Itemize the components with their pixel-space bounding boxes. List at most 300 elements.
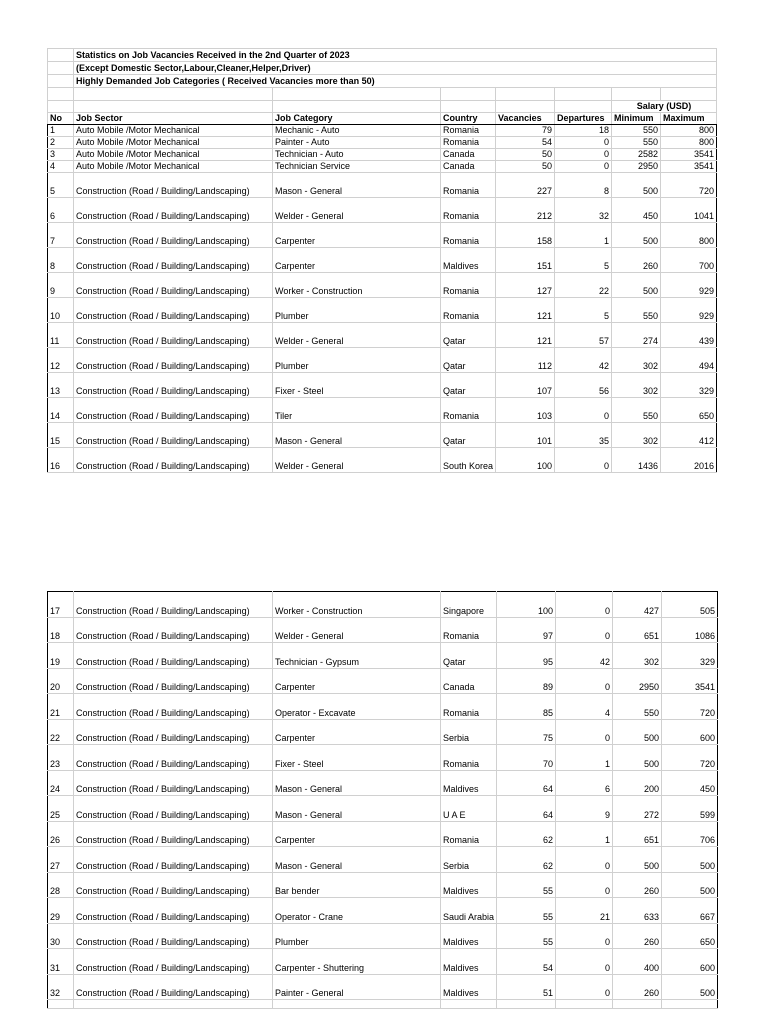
row-departures: 1 (555, 223, 612, 248)
row-salary-max: 929 (661, 273, 717, 298)
row-no: 13 (48, 373, 74, 398)
row-salary-min: 302 (612, 423, 661, 448)
row-job-category: Operator - Crane (273, 898, 441, 924)
row-salary-min: 200 (613, 770, 662, 796)
row-country: Maldives (441, 923, 497, 949)
row-job-sector: Construction (Road / Building/Landscaping) (74, 223, 273, 248)
row-country: Romania (441, 617, 497, 643)
row-salary-max: 720 (662, 694, 718, 720)
row-country: Maldives (441, 872, 497, 898)
table-row (48, 847, 718, 873)
row-departures: 0 (556, 617, 613, 643)
row-country: Saudi Arabia (441, 898, 497, 924)
row-country: Qatar (441, 348, 496, 373)
row-job-category: Carpenter (273, 668, 441, 694)
row-job-sector: Auto Mobile /Motor Mechanical (74, 125, 273, 137)
row-job-category: Fixer - Steel (273, 745, 441, 771)
row-job-category: Technician - Auto (273, 149, 441, 161)
row-vacancies: 79 (496, 125, 555, 137)
row-vacancies: 55 (497, 898, 556, 924)
row-departures: 21 (556, 898, 613, 924)
row-salary-max: 2016 (661, 448, 717, 473)
row-vacancies: 107 (496, 373, 555, 398)
row-salary-min: 500 (612, 223, 661, 248)
row-no: 3 (48, 149, 74, 161)
row-salary-max: 1086 (662, 617, 718, 643)
row-job-category: Plumber (273, 298, 441, 323)
row-vacancies: 121 (496, 298, 555, 323)
row-vacancies: 75 (497, 719, 556, 745)
row-departures: 4 (556, 694, 613, 720)
row-job-category: Mason - General (273, 847, 441, 873)
row-departures: 35 (555, 423, 612, 448)
row-job-sector: Construction (Road / Building/Landscaping) (74, 617, 273, 643)
row-no: 21 (48, 694, 74, 720)
row-salary-max: 599 (662, 796, 718, 822)
table-row (48, 298, 717, 323)
row-departures: 5 (555, 248, 612, 273)
table-row (48, 173, 717, 198)
row-job-category: Operator - Excavate (273, 694, 441, 720)
row-departures: 18 (555, 125, 612, 137)
row-job-sector: Construction (Road / Building/Landscaping) (74, 248, 273, 273)
row-country: Romania (441, 694, 497, 720)
row-salary-min: 550 (612, 125, 661, 137)
table-row (48, 149, 717, 161)
row-country: Maldives (441, 248, 496, 273)
row-departures: 0 (555, 137, 612, 149)
row-country: Canada (441, 668, 497, 694)
table-row (48, 161, 717, 173)
table-row (48, 273, 717, 298)
table-row (48, 373, 717, 398)
row-no: 19 (48, 643, 74, 669)
row-job-category: Welder - General (273, 448, 441, 473)
row-vacancies: 64 (497, 796, 556, 822)
row-job-category: Technician Service (273, 161, 441, 173)
row-job-sector: Construction (Road / Building/Landscaping) (74, 373, 273, 398)
table-row (48, 821, 718, 847)
row-job-category: Carpenter (273, 719, 441, 745)
row-country: Canada (441, 149, 496, 161)
row-country: Maldives (441, 770, 497, 796)
row-salary-min: 274 (612, 323, 661, 348)
row-no: 14 (48, 398, 74, 423)
row-job-category: Technician - Gypsum (273, 643, 441, 669)
row-no: 26 (48, 821, 74, 847)
row-country: Qatar (441, 643, 497, 669)
row-country: Singapore (441, 592, 497, 618)
col-job-category: Job Category (273, 113, 441, 125)
row-vacancies: 101 (496, 423, 555, 448)
row-departures: 1 (556, 745, 613, 771)
row-no: 11 (48, 323, 74, 348)
row-departures: 0 (556, 872, 613, 898)
row-vacancies: 103 (496, 398, 555, 423)
row-country: Romania (441, 398, 496, 423)
row-country: Maldives (441, 949, 497, 975)
row-departures: 42 (555, 348, 612, 373)
row-job-category: Worker - Construction (273, 592, 441, 618)
row-salary-max: 650 (661, 398, 717, 423)
row-departures: 57 (555, 323, 612, 348)
row-no: 32 (48, 974, 74, 1000)
row-vacancies: 54 (497, 949, 556, 975)
report-title: Statistics on Job Vacancies Received in the 2nd Quarter of 2023 (74, 49, 717, 62)
row-departures: 5 (555, 298, 612, 323)
row-no: 31 (48, 949, 74, 975)
row-salary-max: 329 (661, 373, 717, 398)
row-salary-max: 500 (662, 847, 718, 873)
row-no: 17 (48, 592, 74, 618)
row-vacancies: 158 (496, 223, 555, 248)
col-departures: Departures (555, 113, 612, 125)
row-salary-min: 633 (613, 898, 662, 924)
row-job-sector: Construction (Road / Building/Landscaping) (74, 592, 273, 618)
row-no: 1 (48, 125, 74, 137)
row-no: 16 (48, 448, 74, 473)
row-salary-max: 600 (662, 949, 718, 975)
row-job-sector: Construction (Road / Building/Landscaping) (74, 821, 273, 847)
row-job-category: Fixer - Steel (273, 373, 441, 398)
row-no: 4 (48, 161, 74, 173)
row-country: Romania (441, 298, 496, 323)
row-no: 15 (48, 423, 74, 448)
row-job-sector: Construction (Road / Building/Landscaping) (74, 898, 273, 924)
row-salary-min: 500 (612, 173, 661, 198)
row-salary-max: 494 (661, 348, 717, 373)
row-salary-max: 1041 (661, 198, 717, 223)
table-row (48, 770, 718, 796)
row-no: 8 (48, 248, 74, 273)
row-job-category: Mason - General (273, 173, 441, 198)
row-no: 30 (48, 923, 74, 949)
row-salary-min: 651 (613, 617, 662, 643)
row-country: Qatar (441, 373, 496, 398)
row-job-category: Welder - General (273, 198, 441, 223)
table-row (48, 248, 717, 273)
vacancy-table-page2 (47, 591, 718, 1009)
row-job-sector: Construction (Road / Building/Landscaping) (74, 173, 273, 198)
row-no: 23 (48, 745, 74, 771)
row-vacancies: 55 (497, 872, 556, 898)
row-job-sector: Construction (Road / Building/Landscaping) (74, 323, 273, 348)
table-row (48, 719, 718, 745)
row-job-sector: Construction (Road / Building/Landscaping) (74, 923, 273, 949)
row-job-sector: Construction (Road / Building/Landscaping) (74, 398, 273, 423)
row-job-category: Welder - General (273, 323, 441, 348)
row-salary-min: 550 (612, 298, 661, 323)
col-minimum: Minimum (612, 113, 661, 125)
table-row (48, 348, 717, 373)
row-job-category: Tiler (273, 398, 441, 423)
row-vacancies: 89 (497, 668, 556, 694)
row-salary-max: 600 (662, 719, 718, 745)
row-country: Romania (441, 173, 496, 198)
row-job-category: Carpenter (273, 248, 441, 273)
row-departures: 1 (556, 821, 613, 847)
row-job-sector: Construction (Road / Building/Landscaping) (74, 872, 273, 898)
table-row (48, 694, 718, 720)
row-country: Serbia (441, 847, 497, 873)
row-salary-min: 302 (612, 373, 661, 398)
table-row (48, 872, 718, 898)
row-job-category: Carpenter (273, 821, 441, 847)
row-salary-min: 260 (613, 974, 662, 1000)
row-departures: 8 (555, 173, 612, 198)
table-row (48, 974, 718, 1000)
table-row (48, 223, 717, 248)
row-vacancies: 85 (497, 694, 556, 720)
table-row (48, 323, 717, 348)
row-country: Maldives (441, 974, 497, 1000)
row-departures: 0 (556, 719, 613, 745)
row-salary-max: 329 (662, 643, 718, 669)
row-salary-max: 700 (661, 248, 717, 273)
row-vacancies: 50 (496, 149, 555, 161)
row-salary-min: 272 (613, 796, 662, 822)
row-job-sector: Construction (Road / Building/Landscaping) (74, 298, 273, 323)
row-country: South Korea (441, 448, 496, 473)
row-vacancies: 97 (497, 617, 556, 643)
row-vacancies: 112 (496, 348, 555, 373)
row-country: Romania (441, 125, 496, 137)
row-no: 20 (48, 668, 74, 694)
row-job-sector: Construction (Road / Building/Landscaping) (74, 448, 273, 473)
row-salary-min: 1436 (612, 448, 661, 473)
row-salary-max: 720 (662, 745, 718, 771)
row-salary-max: 800 (661, 223, 717, 248)
row-job-sector: Auto Mobile /Motor Mechanical (74, 161, 273, 173)
row-country: Qatar (441, 423, 496, 448)
row-departures: 56 (555, 373, 612, 398)
row-job-sector: Auto Mobile /Motor Mechanical (74, 149, 273, 161)
report-criteria: Highly Demanded Job Categories ( Received Vacancies more than 50) (74, 75, 717, 88)
row-vacancies: 100 (496, 448, 555, 473)
row-salary-max: 650 (662, 923, 718, 949)
row-departures: 6 (556, 770, 613, 796)
row-no: 22 (48, 719, 74, 745)
row-salary-min: 2950 (613, 668, 662, 694)
row-departures: 32 (555, 198, 612, 223)
col-country: Country (441, 113, 496, 125)
row-departures: 0 (556, 592, 613, 618)
row-job-sector: Construction (Road / Building/Landscaping) (74, 770, 273, 796)
row-no: 10 (48, 298, 74, 323)
row-vacancies: 151 (496, 248, 555, 273)
row-no: 12 (48, 348, 74, 373)
report-subtitle: (Except Domestic Sector,Labour,Cleaner,Helper,Driver) (74, 62, 717, 75)
row-departures: 0 (555, 448, 612, 473)
row-vacancies: 212 (496, 198, 555, 223)
row-vacancies: 70 (497, 745, 556, 771)
row-salary-max: 3541 (662, 668, 718, 694)
row-vacancies: 62 (497, 847, 556, 873)
row-vacancies: 227 (496, 173, 555, 198)
table-row (48, 592, 718, 618)
row-vacancies: 64 (497, 770, 556, 796)
row-salary-max: 3541 (661, 149, 717, 161)
row-salary-min: 2950 (612, 161, 661, 173)
row-salary-min: 260 (613, 923, 662, 949)
row-vacancies: 121 (496, 323, 555, 348)
row-salary-max: 706 (662, 821, 718, 847)
table-row (48, 125, 717, 137)
row-departures: 0 (556, 949, 613, 975)
row-salary-min: 500 (613, 847, 662, 873)
row-no: 25 (48, 796, 74, 822)
table-row (48, 617, 718, 643)
row-salary-min: 500 (613, 719, 662, 745)
row-no: 28 (48, 872, 74, 898)
row-salary-min: 500 (613, 745, 662, 771)
col-job-sector: Job Sector (74, 113, 273, 125)
table-row (48, 745, 718, 771)
row-departures: 9 (556, 796, 613, 822)
row-job-sector: Construction (Road / Building/Landscaping) (74, 694, 273, 720)
row-salary-min: 427 (613, 592, 662, 618)
row-country: Canada (441, 161, 496, 173)
table-row (48, 949, 718, 975)
row-country: Serbia (441, 719, 497, 745)
row-job-category: Plumber (273, 348, 441, 373)
row-departures: 0 (555, 398, 612, 423)
row-job-category: Plumber (273, 923, 441, 949)
row-no: 27 (48, 847, 74, 873)
table-row (48, 448, 717, 473)
row-job-category: Carpenter - Shuttering (273, 949, 441, 975)
row-job-category: Painter - General (273, 974, 441, 1000)
salary-header: Salary (USD) (612, 101, 717, 113)
row-salary-max: 439 (661, 323, 717, 348)
row-job-sector: Construction (Road / Building/Landscaping) (74, 949, 273, 975)
row-job-sector: Auto Mobile /Motor Mechanical (74, 137, 273, 149)
row-departures: 0 (556, 974, 613, 1000)
row-no: 6 (48, 198, 74, 223)
row-salary-min: 450 (612, 198, 661, 223)
row-salary-min: 260 (613, 872, 662, 898)
row-salary-max: 450 (662, 770, 718, 796)
row-job-category: Worker - Construction (273, 273, 441, 298)
row-salary-min: 2582 (612, 149, 661, 161)
row-job-category: Mechanic - Auto (273, 125, 441, 137)
row-country: Romania (441, 198, 496, 223)
row-departures: 22 (555, 273, 612, 298)
row-job-category: Painter - Auto (273, 137, 441, 149)
row-no: 2 (48, 137, 74, 149)
row-vacancies: 51 (497, 974, 556, 1000)
table-row (48, 923, 718, 949)
table-row (48, 643, 718, 669)
row-salary-min: 260 (612, 248, 661, 273)
row-departures: 0 (556, 923, 613, 949)
row-country: Romania (441, 745, 497, 771)
col-maximum: Maximum (661, 113, 717, 125)
row-vacancies: 100 (497, 592, 556, 618)
row-salary-max: 800 (661, 125, 717, 137)
row-salary-min: 400 (613, 949, 662, 975)
row-salary-min: 550 (612, 398, 661, 423)
row-job-sector: Construction (Road / Building/Landscaping) (74, 198, 273, 223)
row-vacancies: 55 (497, 923, 556, 949)
row-departures: 0 (556, 847, 613, 873)
col-no: No (48, 113, 74, 125)
row-salary-min: 651 (613, 821, 662, 847)
row-salary-max: 3541 (661, 161, 717, 173)
table-row (48, 198, 717, 223)
table-row (48, 796, 718, 822)
row-job-sector: Construction (Road / Building/Landscaping) (74, 796, 273, 822)
row-salary-max: 500 (662, 974, 718, 1000)
row-no: 9 (48, 273, 74, 298)
row-no: 18 (48, 617, 74, 643)
row-no: 24 (48, 770, 74, 796)
row-country: Romania (441, 273, 496, 298)
row-country: U A E (441, 796, 497, 822)
row-job-sector: Construction (Road / Building/Landscaping) (74, 423, 273, 448)
row-job-sector: Construction (Road / Building/Landscaping) (74, 668, 273, 694)
row-job-sector: Construction (Road / Building/Landscaping) (74, 348, 273, 373)
table-row (48, 137, 717, 149)
row-salary-max: 505 (662, 592, 718, 618)
row-job-category: Mason - General (273, 796, 441, 822)
vacancy-table-page1 (47, 48, 717, 473)
row-departures: 0 (556, 668, 613, 694)
row-no: 29 (48, 898, 74, 924)
row-country: Romania (441, 821, 497, 847)
row-salary-min: 550 (613, 694, 662, 720)
row-vacancies: 62 (497, 821, 556, 847)
row-departures: 42 (556, 643, 613, 669)
row-job-category: Welder - General (273, 617, 441, 643)
row-salary-max: 412 (661, 423, 717, 448)
row-job-category: Carpenter (273, 223, 441, 248)
row-salary-max: 720 (661, 173, 717, 198)
row-departures: 0 (555, 161, 612, 173)
row-job-sector: Construction (Road / Building/Landscaping) (74, 974, 273, 1000)
row-salary-max: 667 (662, 898, 718, 924)
row-salary-min: 550 (612, 137, 661, 149)
row-vacancies: 95 (497, 643, 556, 669)
row-job-sector: Construction (Road / Building/Landscaping) (74, 273, 273, 298)
table-row (48, 898, 718, 924)
row-vacancies: 127 (496, 273, 555, 298)
row-job-category: Bar bender (273, 872, 441, 898)
row-country: Qatar (441, 323, 496, 348)
row-no: 5 (48, 173, 74, 198)
row-country: Romania (441, 137, 496, 149)
row-salary-min: 302 (612, 348, 661, 373)
row-job-category: Mason - General (273, 423, 441, 448)
row-job-sector: Construction (Road / Building/Landscaping) (74, 643, 273, 669)
col-vacancies: Vacancies (496, 113, 555, 125)
row-vacancies: 54 (496, 137, 555, 149)
row-salary-max: 929 (661, 298, 717, 323)
row-job-sector: Construction (Road / Building/Landscaping) (74, 719, 273, 745)
row-vacancies: 50 (496, 161, 555, 173)
row-salary-max: 500 (662, 872, 718, 898)
row-country: Romania (441, 223, 496, 248)
row-salary-min: 500 (612, 273, 661, 298)
row-job-sector: Construction (Road / Building/Landscaping) (74, 745, 273, 771)
table-row (48, 398, 717, 423)
row-job-category: Mason - General (273, 770, 441, 796)
table-row (48, 668, 718, 694)
row-no: 7 (48, 223, 74, 248)
column-header-row (48, 113, 717, 125)
row-job-sector: Construction (Road / Building/Landscaping) (74, 847, 273, 873)
row-salary-min: 302 (613, 643, 662, 669)
